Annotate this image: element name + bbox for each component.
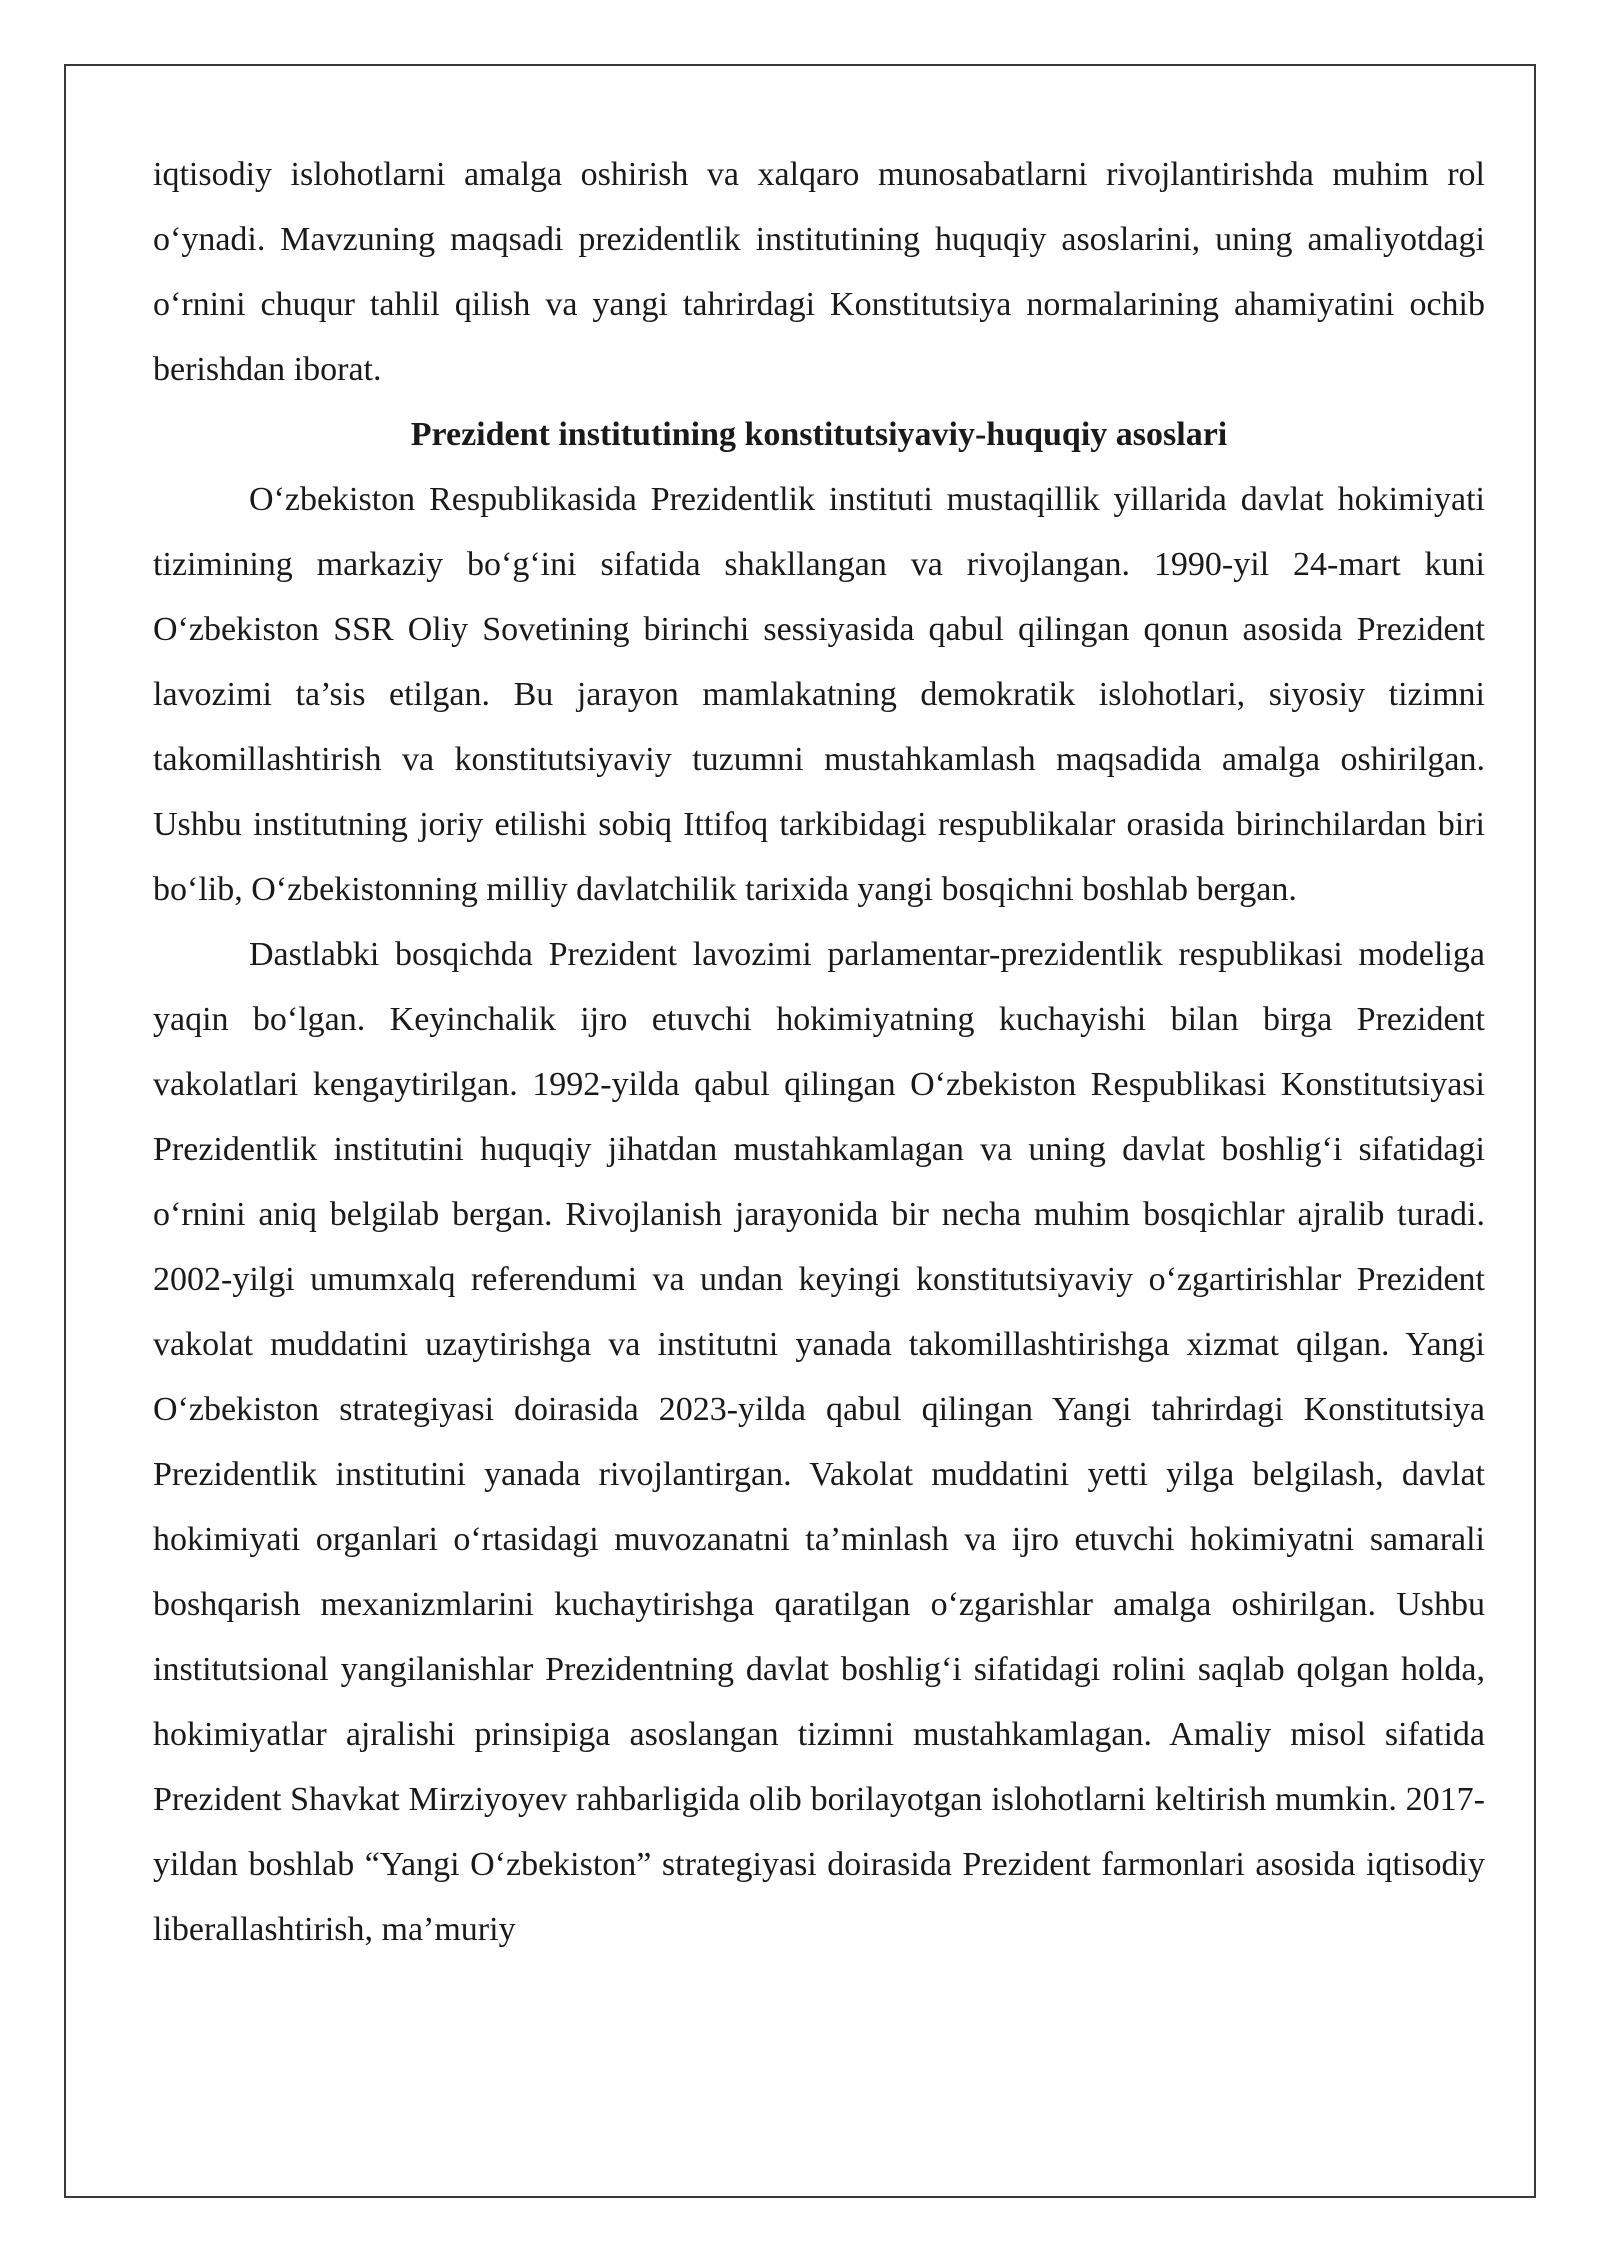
section-heading: Prezident institutining konstitutsiyaviy-huquqiy asoslari bbox=[410, 416, 1228, 453]
document-body bbox=[153, 142, 1485, 1962]
paragraph-section-1: O‘zbekiston Respublikasida Prezidentlik instituti mustaqillik yillarida davlat hokimiyati tizimining markaziy bo‘g‘ini sifatida shakllangan va rivojlangan. 1990-yil 24-mart kuni O‘zbekiston SSR Oliy Sovetining birinchi sessiyasida qabul qilingan qonun asosida Prezident lavozimi ta’sis etilgan. Bu jarayon mamlakatning demokratik islohotlari, siyosiy tizimni takomillashtirish va konstitutsiyaviy tuzumni mustahkamlash maqsadida amalga oshirilgan. Ushbu institutning joriy etilishi sobiq Ittifoq tarkibidagi respublikalar orasida birinchilardan biri bo‘lib, O‘zbekistonning milliy davlatchilik tarixida yangi bosqichni boshlab bergan. bbox=[153, 481, 1485, 908]
paragraph-intro: iqtisodiy islohotlarni amalga oshirish va xalqaro munosabatlarni rivojlantirishda muhim rol o‘ynadi. Mavzuning maqsadi prezidentlik institutining huquqiy asoslarini, uning amaliyotdagi o‘rnini chuqur tahlil qilish va yangi tahrirdagi Konstitutsiya normalarining ahamiyatini ochib berishdan iborat. bbox=[153, 156, 1485, 388]
paragraph-section-2: Dastlabki bosqichda Prezident lavozimi parlamentar-prezidentlik respublikasi modeliga yaqin bo‘lgan. Keyinchalik ijro etuvchi hokimiyatning kuchayishi bilan birga Prezident vakolatlari kengaytirilgan. 1992-yilda qabul qilingan O‘zbekiston Respublikasi Konstitutsiyasi Prezidentlik institutini huquqiy jihatdan mustahkamlagan va uning davlat boshlig‘i sifatidagi o‘rnini aniq belgilab bergan. Rivojlanish jarayonida bir necha muhim bosqichlar ajralib turadi. 2002-yilgi umumxalq referendumi va undan keyingi konstitutsiyaviy o‘zgartirishlar Prezident vakolat muddatini uzaytirishga va institutni yanada takomillashtirishga xizmat qilgan. Yangi O‘zbekiston strategiyasi doirasida 2023-yilda qabul qilingan Yangi tahrirdagi Konstitutsiya Prezidentlik institutini yanada rivojlantirgan. Vakolat muddatini yetti yilga belgilash, davlat hokimiyati organlari o‘rtasidagi muvozanatni ta’minlash va ijro etuvchi hokimiyatni samarali boshqarish mexanizmlarini kuchaytirishga qaratilgan o‘zgarishlar amalga oshirilgan. Ushbu institutsional yangilanishlar Prezidentning davlat boshlig‘i sifatidagi rolini saqlab qolgan holda, hokimiyatlar ajralishi prinsipiga asoslangan tizimni mustahkamlagan. Amaliy misol sifatida Prezident Shavkat Mirziyoyev rahbarligida olib borilayotgan islohotlarni keltirish mumkin. 2017-yildan boshlab “Yangi O‘zbekiston” strategiyasi doirasida Prezident farmonlari asosida iqtisodiy liberallashtirish, ma’muriy bbox=[153, 936, 1485, 1948]
